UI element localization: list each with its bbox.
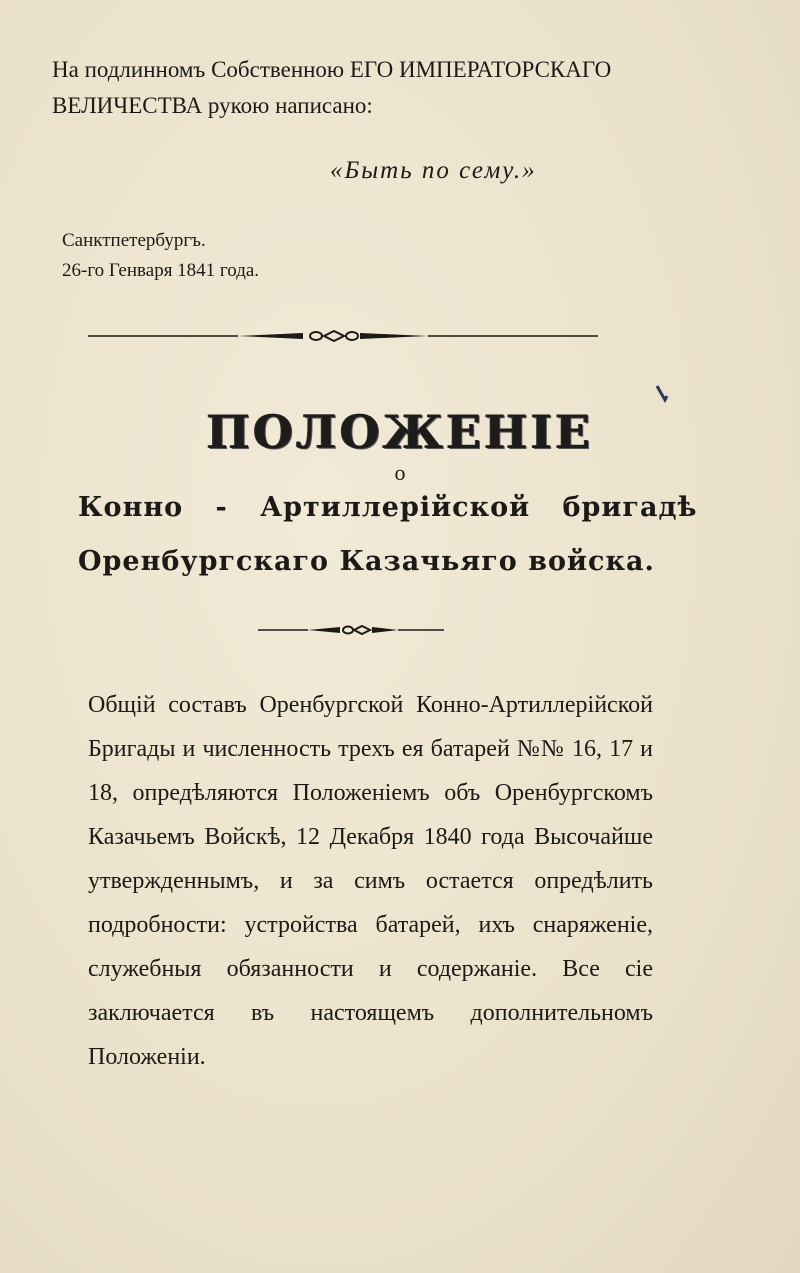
imperial-resolution: «Быть по сему.» (330, 157, 537, 184)
ornamental-divider-bottom (258, 623, 444, 637)
ink-mark-icon (655, 384, 669, 404)
document-title: ПОЛОЖЕНІЕ (206, 405, 594, 459)
place-and-date (62, 226, 259, 286)
place-city: Санктпетербургъ. (62, 230, 206, 251)
preamble (52, 52, 662, 124)
title-connector: о (394, 460, 406, 485)
preamble-line-2: ВЕЛИЧЕСТВА рукою написано: (52, 93, 373, 118)
subtitle-line-2: Оренбургскаго Казачьяго войска. (78, 546, 655, 577)
place-date: 26-го Генваря 1841 года. (62, 260, 260, 281)
body-paragraph: Общій составъ Оренбургской Конно-Артиллерійской Бригады и численность трехъ ея батарей №№ 16, 17 и 18, опредѣляются Положеніемъ объ Оренбургскомъ Казачьемъ Войскѣ, 12 Декабря 1840 года Высочайше утвержденнымъ, и за симъ остается опредѣлить подробности: устройства батарей, ихъ снаряженіе, служебныя обязанности и содержаніе. Все сіе заключается въ настоящемъ дополнительномъ Положеніи. (88, 692, 653, 1070)
subtitle-line-1: Конно - Артиллерійской бригадѣ (78, 492, 698, 523)
preamble-line-1: На подлинномъ Собственною ЕГО ИМПЕРАТОРСКАГО (52, 57, 612, 82)
ornamental-divider-top (88, 328, 598, 344)
